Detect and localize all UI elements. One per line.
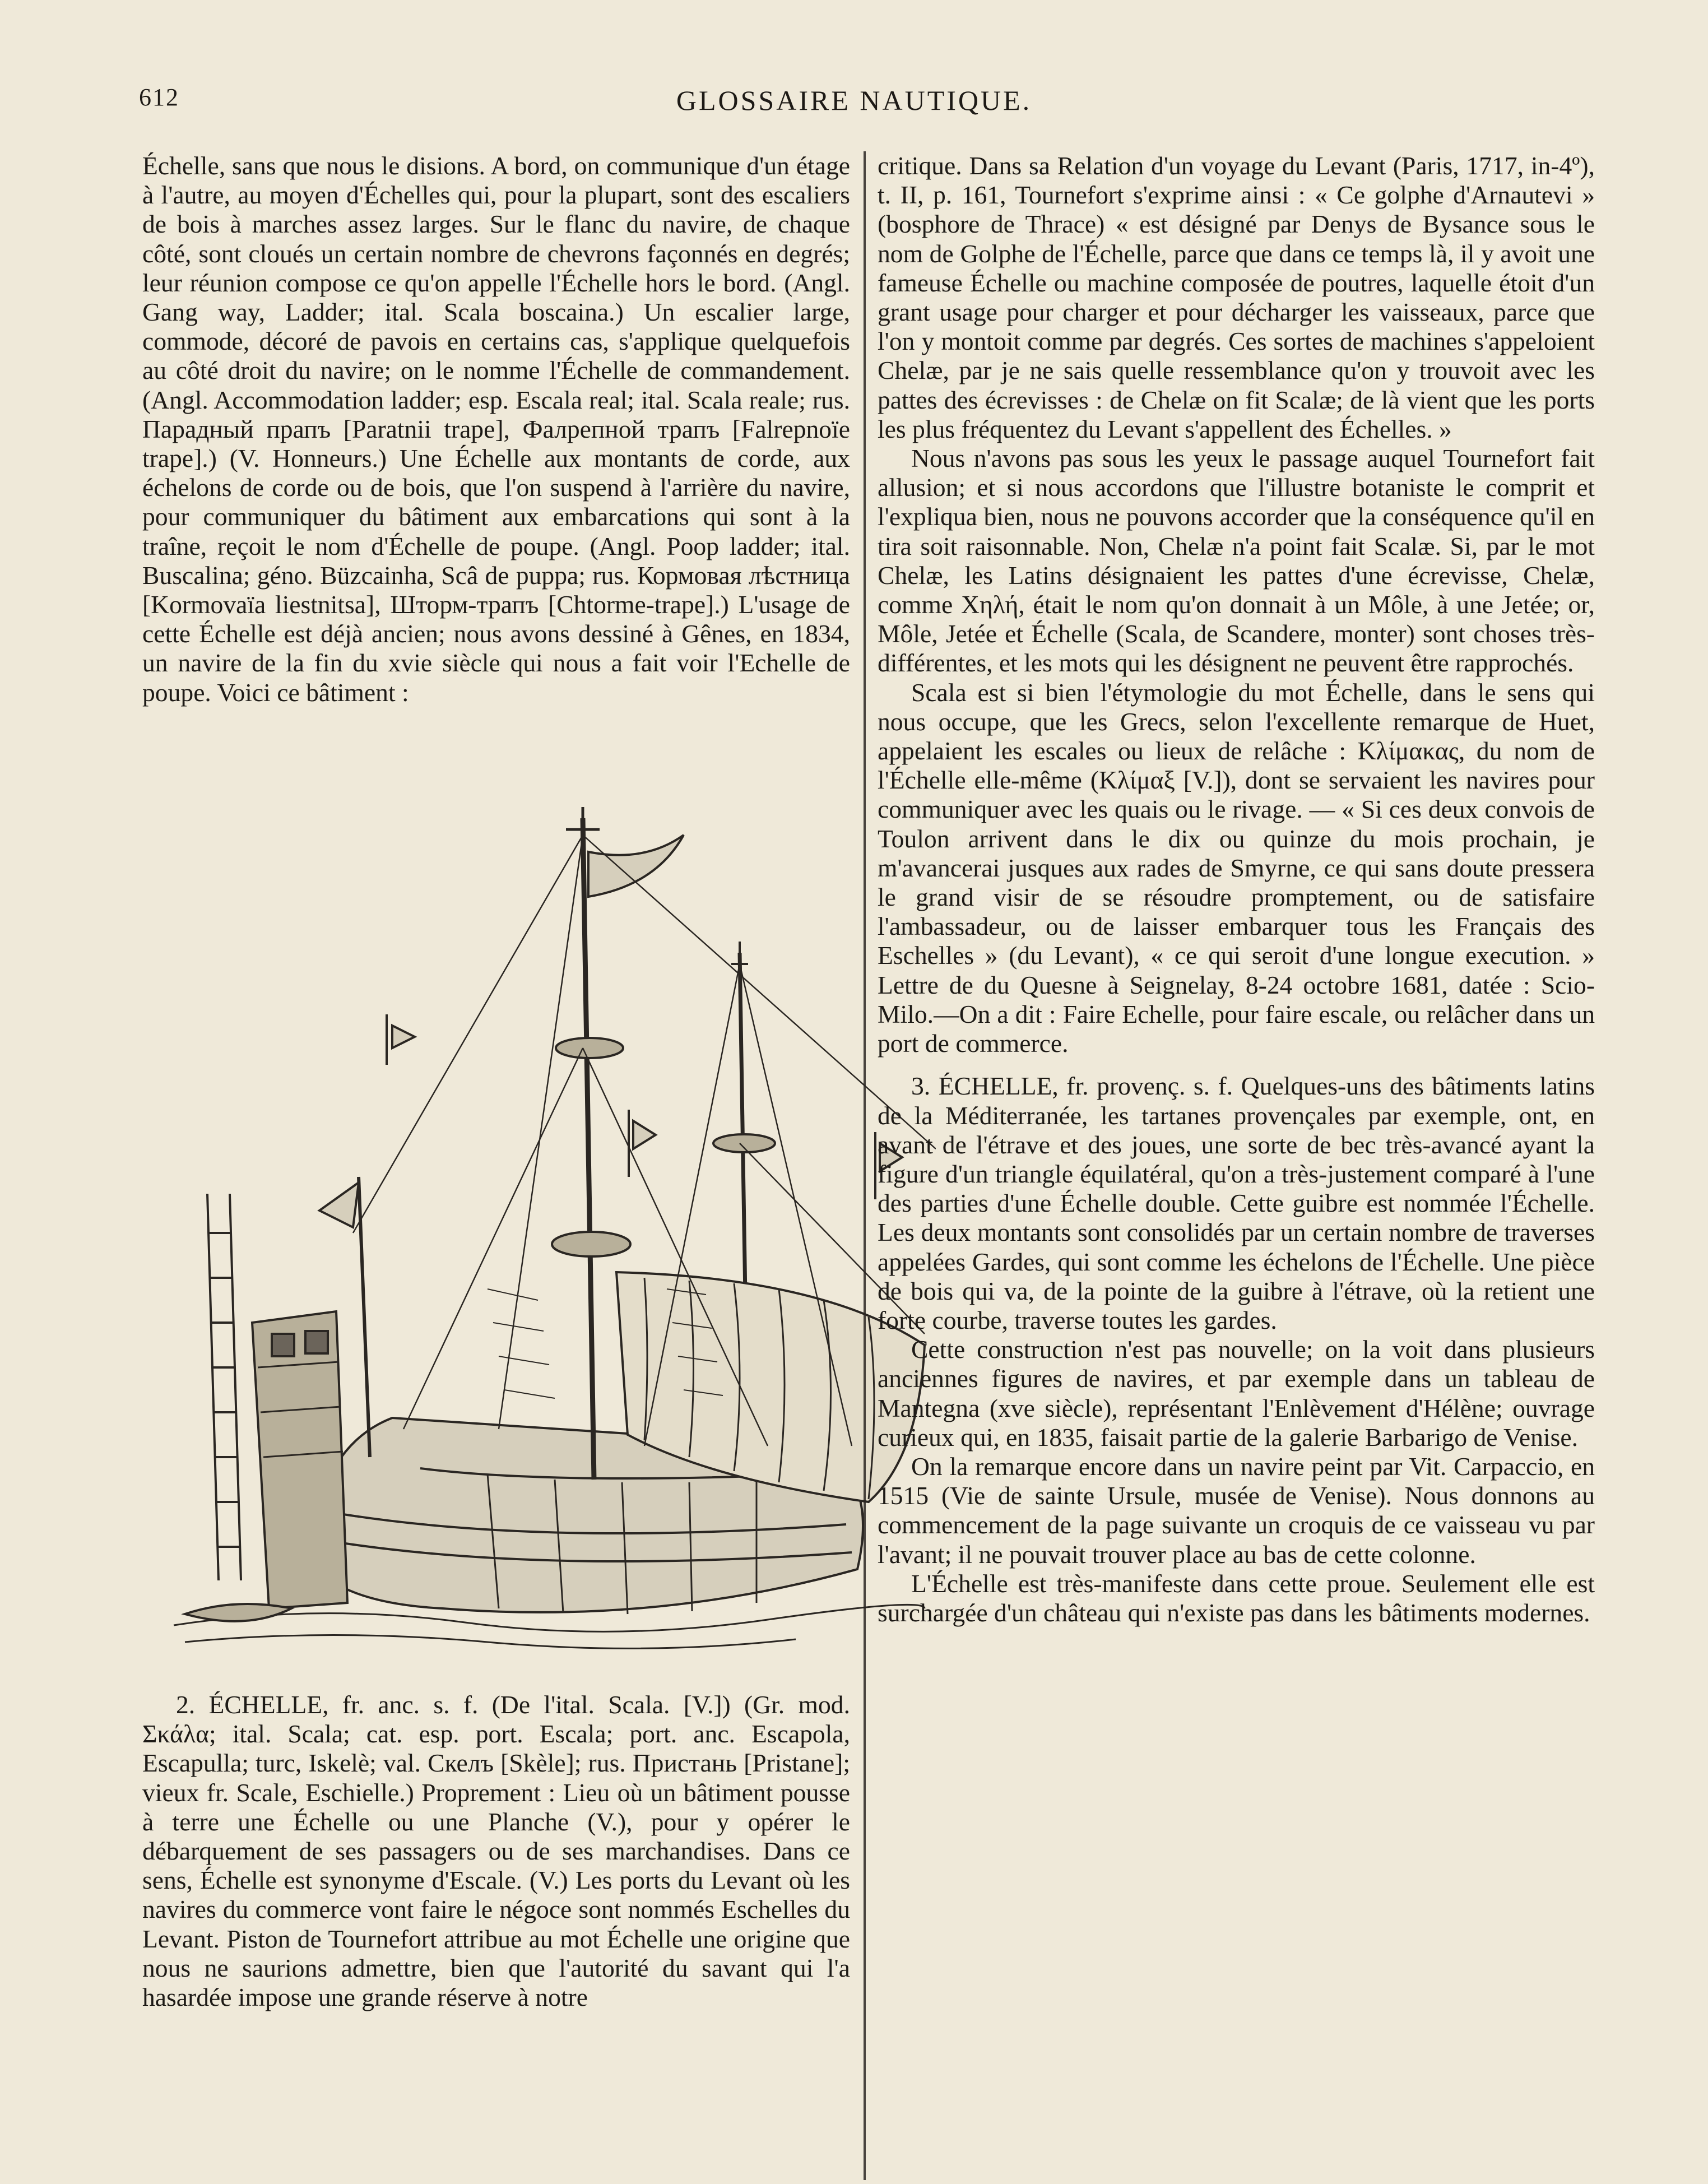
paragraph: Cette construction n'est pas nouvelle; on la voit dans plusieurs anciennes figures de navires, et par exemple dans un tableau de Mantegna (xve siècle), représentant l'Enlèvement d'Hélène; ouvrage curieux qui, en 1835, faisait partie de la galerie Barbarigo de Venise. [878,1335,1595,1452]
paragraph: On la remarque encore dans un navire peint par Vit. Carpaccio, en 1515 (Vie de sainte Ursule, musée de Venise). Nous donnons au commencement de la page suivante un croquis de ce vaisseau vu par l'avant; il ne pouvait trouver place au bas de cette colonne. [878,1452,1595,1569]
left-column-bottom [142,1690,850,2012]
paragraph: Échelle, sans que nous le disions. A bord, on communique d'un étage à l'autre, au moyen d'Échelles qui, pour la plupart, sont des escaliers de bois à marches assez larges. Sur le flanc du navire, de chaque côté, sont cloués un certain nombre de chevrons façonnés en degrés; leur réunion compose ce qu'on appelle l'Échelle hors le bord. (Angl. Gang way, Ladder; ital. Scala boscaina.) Un escalier large, commode, décoré de pavois en certains cas, s'applique quelquefois au côté droit du navire; on le nomme l'Échelle de commandement. (Angl. Accommodation ladder; esp. Escala real; ital. Scala reale; rus. Парадный прапъ [Paratnii trape], Фалрепной трапъ [Falrepnoïe trape].) (V. Honneurs.) Une Échelle aux montants de corde, aux échelons de corde ou de bois, que l'on suspend à l'arrière du navire, pour communiquer du bâtiment aux embarcations qui sont à la traîne, reçoit le nom d'Échelle de poupe. (Angl. Poop ladder; ital. Buscalina; géno. Büzcainha, Scâ de puppa; rus. Кормовая лѣстница [Kormovaïa liestnitsa], Шторм-трапъ [Chtorme-trape].) L'usage de cette Échelle est déjà ancien; nous avons dessiné à Gênes, en 1834, un navire de la fin du xvie siècle qui nous a fait voir l'Echelle de poupe. Voici ce bâtiment : [142,151,850,707]
paragraph: 3. ÉCHELLE, fr. provenç. s. f. Quelques-uns des bâtiments latins de la Méditerranée, les tartanes provençales par exemple, ont, en avant de l'étrave et des joues, une sorte de bec très-avancé ayant la figure d'un triangle équilatéral, qu'on a très-justement comparé à l'une des parties d'une Échelle double. Cette guibre est nommée l'Échelle. Les deux montants sont consolidés par un certain nombre de traverses appelées Gardes, qui sont comme les échelons de l'Échelle. Une pièce de bois qui va, de la pointe de la guibre à l'étrave, où la retient une forte courbe, traverse toutes les gardes. [878,1072,1595,1334]
column-rule [864,151,866,2180]
paragraph: 2. ÉCHELLE, fr. anc. s. f. (De l'ital. Scala. [V.]) (Gr. mod. Σκάλα; ital. Scala; cat. esp. port. Escala; port. anc. Escapola, Escapulla; turc, Iskelè; val. Скелъ [Skèle]; rus. Пристань [Pristane]; vieux fr. Scale, Eschielle.) Proprement : Lieu où un bâtiment pousse à terre une Échelle ou une Planche (V.), pour y opérer le débarquement de ses passagers ou de ses marchandises. Dans ce sens, Échelle est synonyme d'Escale. (V.) Les ports du Levant où les navires du commerce vont faire le négoce sont nommés Eschelles du Levant. Piston de Tournefort attribue au mot Échelle une origine que nous ne saurions admettre, bien que l'autorité du savant qui l'a hasardée impose une grande réserve à notre [142,1690,850,2012]
paragraph: critique. Dans sa Relation d'un voyage du Levant (Paris, 1717, in-4º), t. II, p. 161, Tournefort s'exprime ainsi : « Ce golphe d'Arnautevi » (bosphore de Thrace) « est désigné par Denys de Bysance sous le nom de Golphe de l'Échelle, parce que dans ce temps là, il y avoit une fameuse Échelle ou machine composée de poutres, laquelle étoit d'un grant usage pour charger et pour décharger les vaisseaux, parce que l'on y montoit comme par degrés. Ces sortes de machines s'appeloient Chelæ, par je ne sais quelle ressemblance qu'on y trouvoit avec les pattes des écrevisses : de Chelæ on fit Scalæ; de là vient que les ports les plus fréquentez du Levant s'appellent des Échelles. » [878,151,1595,443]
ship-engraving [151,785,936,1664]
paragraph: Nous n'avons pas sous les yeux le passage auquel Tournefort fait allusion; et si nous accordons que l'illustre botaniste le comprit et l'expliqua bien, nous ne pouvons accorder que la conséquence qu'il en tira soit raisonnable. Non, Chelæ n'a point fait Scalæ. Si, par le mot Chelæ, les Latins désignaient les pattes d'une écrevisse, Chelæ, comme Χηλή, était le nom qu'on donnait à un Môle, à une Jetée; or, Môle, Jetée et Échelle (Scala, de Scandere, monter) sont choses très-différentes, et les mots qui les désignent ne peuvent être rapprochés. [878,444,1595,678]
running-title: GLOSSAIRE NAUTIQUE. [676,85,1032,116]
paragraph: Scala est si bien l'étymologie du mot Échelle, dans le sens qui nous occupe, que les Grecs, selon l'excellente remarque de Huet, appelaient les escales ou lieux de relâche : Κλίμακας, du nom de l'Échelle elle-même (Κλίμαξ [V.]), dont se servaient les navires pour communiquer avec les quais ou le rivage. — « Si ces deux convois de Toulon arrivent dans le dix ou quinze du mois prochain, je m'avancerai jusques aux rades de Smyrne, ce qui sans doute pressera le grand visir de se résoudre promptement, ou de satisfaire l'ambassadeur, ou de laisser embarquer tous les Français des Eschelles » (du Levant), « ce qui seroit d'une longue execution. » Lettre de du Quesne à Seignelay, 8-24 octobre 1681, datée : Scio-Milo.—On a dit : Faire Echelle, pour faire escale, ou relâcher dans un port de commerce. [878,678,1595,1058]
paragraph: L'Échelle est très-manifeste dans cette proue. Seulement elle est surchargée d'un château qui n'existe pas dans les bâtiments modernes. [878,1569,1595,1627]
right-column [878,151,1595,1627]
left-column-top [142,151,850,707]
page-number: 612 [139,84,179,111]
